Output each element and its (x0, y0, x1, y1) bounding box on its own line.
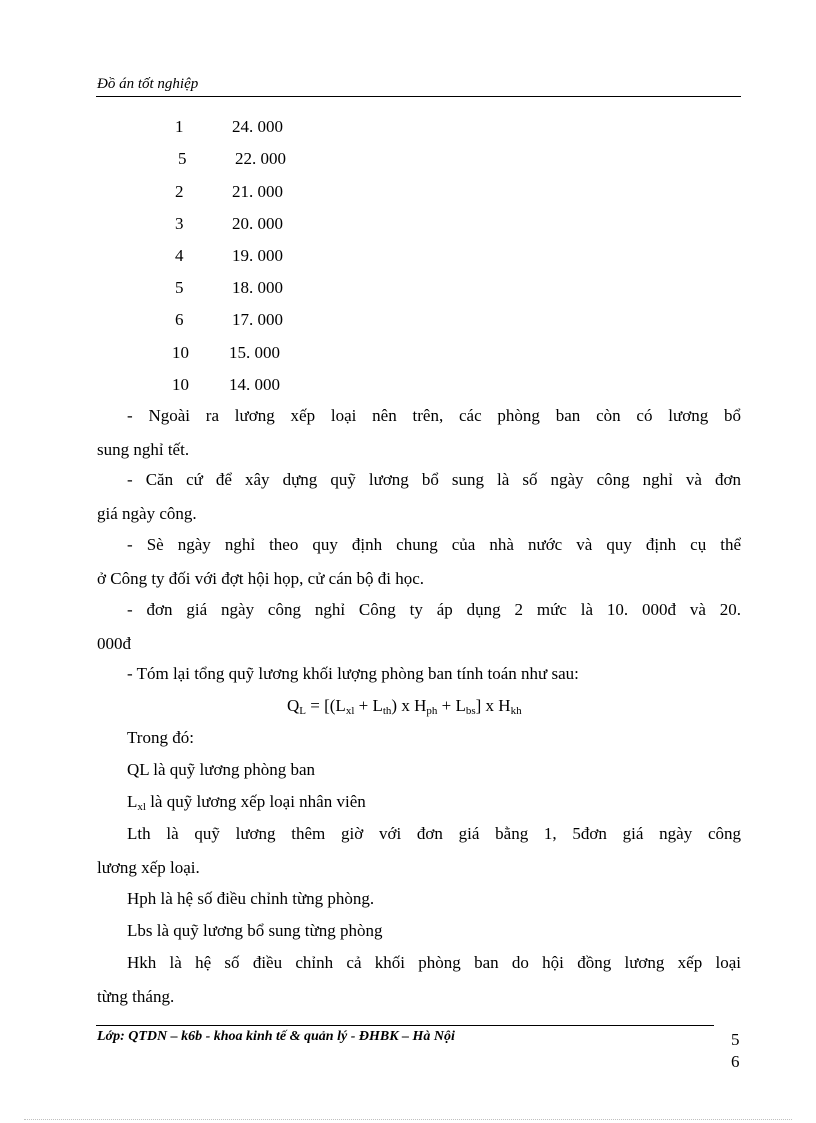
header-title: Đồ án tốt nghiệp (97, 76, 199, 92)
paragraph-basis: - Căn cứ để xây dựng quỹ lương bổ sung là số ngày công nghỉ và đơn (127, 470, 741, 489)
table-count: 10 (172, 343, 189, 362)
paragraph-supplement-end: sung nghỉ tết. (97, 440, 190, 459)
table-wage: 18. 000 (232, 278, 283, 297)
table-wage: 15. 000 (229, 343, 280, 362)
table-count: 1 (175, 117, 184, 136)
table-wage: 14. 000 (229, 375, 280, 394)
table-count: 2 (175, 182, 184, 201)
footer-rule (96, 1025, 714, 1026)
paragraph-unit-price-end: 000đ (97, 634, 131, 653)
page-number-digit-1: 5 (731, 1030, 740, 1049)
definition-lbs: Lbs là quỹ lương bổ sung từng phòng (127, 921, 383, 940)
paragraph-unit-price: - đơn giá ngày công nghỉ Công ty áp dụng 2 mức là 10. 000đ và 20. (127, 600, 741, 619)
paragraph-supplement: - Ngoài ra lương xếp loại nên trên, các phòng ban còn có lương bổ (127, 406, 741, 425)
definition-hkh: Hkh là hệ số điều chỉnh cả khối phòng ban do hội đồng lương xếp loại (127, 953, 741, 972)
table-wage: 19. 000 (232, 246, 283, 265)
table-wage: 17. 000 (232, 310, 283, 329)
definition-hkh-end: từng tháng. (97, 987, 175, 1006)
footer-class-info: Lớp: QTDN – k6b - khoa kinh tế & quản lý - ĐHBK – Hà Nội (97, 1029, 455, 1044)
table-count: 10 (172, 375, 189, 394)
table-count: 5 (175, 278, 184, 297)
salary-formula: $Q_L = [(L_{xl} + L_{th})$ x $H_{ph} + L_{bs}$] x $H_{kh}$ (287, 696, 522, 717)
paragraph-days-end: ở Công ty đối với đợt hội họp, cử cán bộ đi học. (97, 569, 425, 588)
paragraph-summary: - Tóm lại tổng quỹ lương khối lượng phòng ban tính toán như sau: (127, 664, 579, 683)
definitions-intro: Trong đó: (127, 728, 194, 747)
page-bottom-dotted-line (24, 1119, 792, 1120)
table-count: 4 (175, 246, 184, 265)
definition-hph: Hph là hệ số điều chỉnh từng phòng. (127, 889, 375, 908)
page-number-digit-2: 6 (731, 1052, 740, 1071)
table-wage: 21. 000 (232, 182, 283, 201)
definition-ql: QL là quỹ lương phòng ban (127, 760, 316, 779)
paragraph-basis-end: giá ngày công. (97, 504, 197, 523)
paragraph-days: - Sè ngày nghỉ theo quy định chung của nhà nước và quy định cụ thể (127, 535, 741, 554)
header-rule (96, 96, 741, 97)
definition-lxl: $L_{xl}$ là quỹ lương xếp loại nhân viên (127, 792, 366, 813)
table-count: 3 (175, 214, 184, 233)
table-wage: 22. 000 (235, 149, 286, 168)
table-wage: 24. 000 (232, 117, 283, 136)
table-count: 5 (178, 149, 187, 168)
definition-lth-end: lương xếp loại. (97, 858, 200, 877)
table-wage: 20. 000 (232, 214, 283, 233)
table-count: 6 (175, 310, 184, 329)
definition-lth: Lth là quỹ lương thêm giờ với đơn giá bằng 1, 5đơn giá ngày công (127, 824, 741, 843)
